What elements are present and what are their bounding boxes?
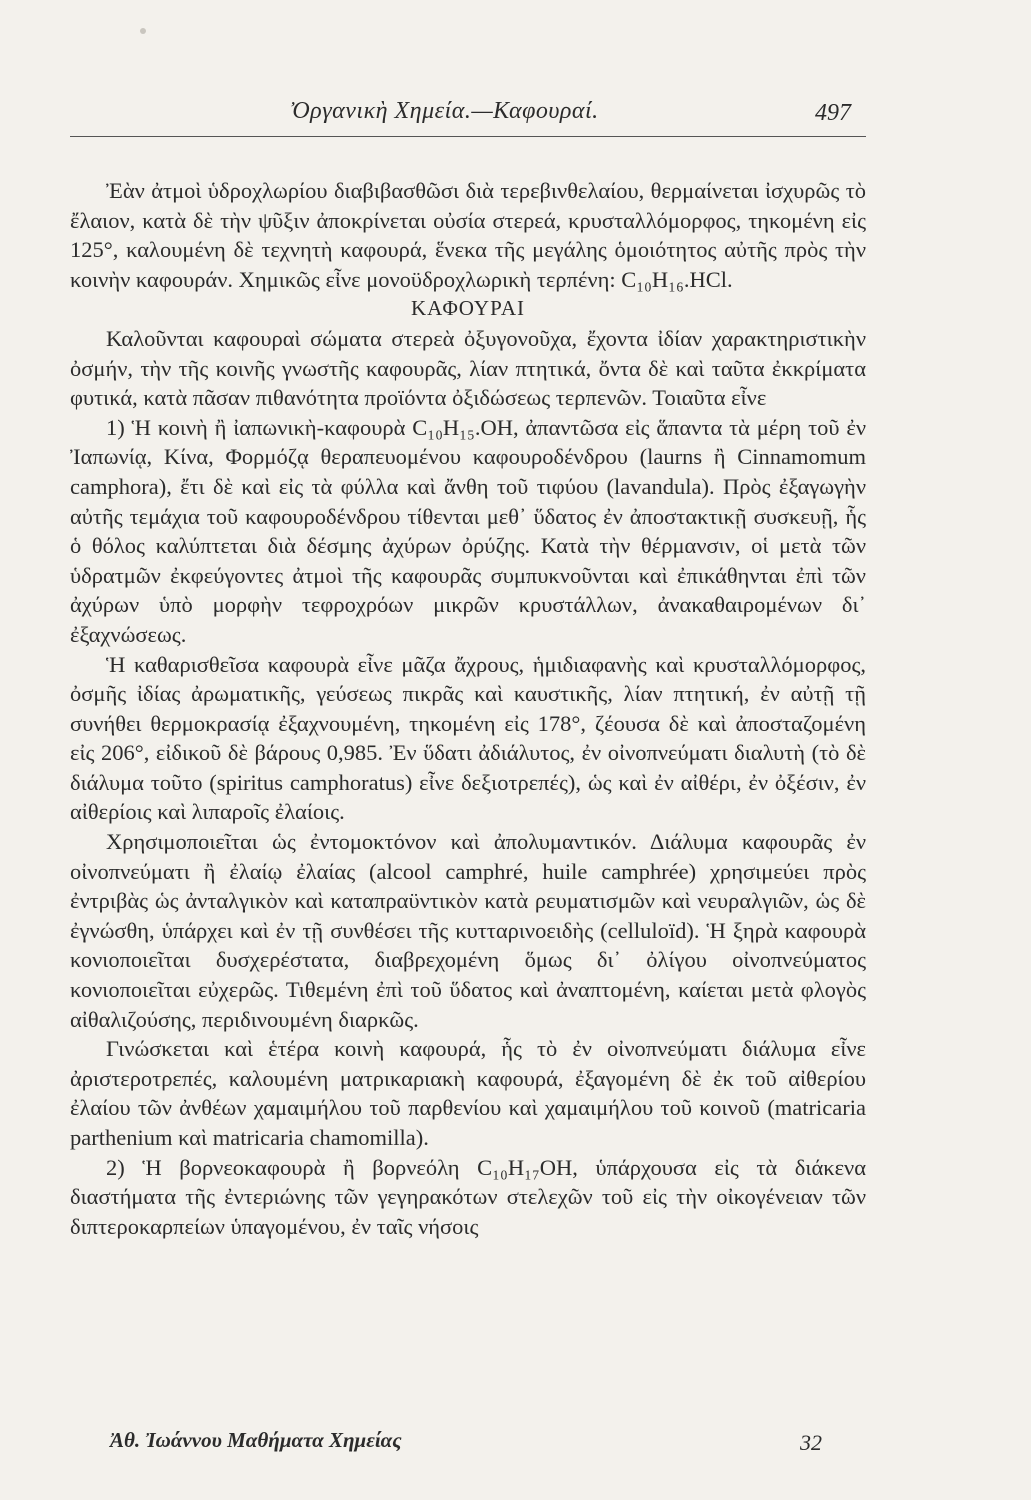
paragraph-matricaria-camphor: Γινώσκεται καὶ ἑτέρα κοινὴ καφουρά, ἧς τὸ ἐν οἰνοπνεύματι διάλυμα εἶνε ἀριστεροτρεπές, καλουμένη ματρικαριακὴ καφουρά, ἐξαγομένη δὲ ἐκ τοῦ αἰθερίου ἐλαίου τῶν ἀνθέων χαμαιμήλου τοῦ παρθενίου καὶ χαμαιμήλου τοῦ κοινοῦ (matricaria parthenium καὶ matricaria chamomilla). bbox=[70, 1036, 866, 1150]
paragraph-borneol: 2) Ἡ βορνεοκαφουρὰ ἢ βορνεόλη C₁₀H₁₇OH, ὑπάρχουσα εἰς τὰ διάκενα διαστήματα τῆς ἐντεριώνης τῶν γεγηρακότων στελεχῶν τοῦ εἰς τὴν οἰκογένειαν τῶν διπτεροκαρπείων ὑπαγομένου, ἐν ταῖς νήσοις bbox=[70, 1154, 866, 1239]
paragraph-artificial-camphor: Ἐὰν ἀτμοὶ ὑδροχλωρίου διαβιβασθῶσι διὰ τερεβινθελαίου, θερμαίνεται ἰσχυρῶς τὸ ἔλαιον, κατὰ δὲ τὴν ψῦξιν ἀποκρίνεται οὐσία στερεά, κρυσταλλόμορφος, τηκομένη εἰς 125°, καλουμένη δὲ τεχνητὴ καφουρά, ἕνεκα τῆς μεγάλης ὁμοιότητος αὐτῆς πρὸς τὴν κοινὴν καφουράν. Χημικῶς εἶνε μονοϋδροχλωρικὴ τερπένη: C₁₀H₁₆.HCl. bbox=[70, 178, 866, 292]
header-rule bbox=[70, 136, 866, 137]
sheet-number: 32 bbox=[800, 1430, 822, 1455]
page-footer bbox=[110, 1428, 870, 1468]
body-text bbox=[70, 176, 866, 1241]
page-header bbox=[70, 96, 870, 136]
ink-spot bbox=[140, 28, 146, 34]
page-number: 497 bbox=[815, 100, 851, 126]
paragraph-purified-camphor: Ἡ καθαρισθεῖσα καφουρὰ εἶνε μᾶζα ἄχρους, ἡμιδιαφανὴς καὶ κρυσταλλόμορφος, ὀσμῆς ἰδίας ἀρωματικῆς, γεύσεως πικρᾶς καὶ καυστικῆς, λίαν πτητική, ἐν αὐτῇ τῇ συνήθει θερμοκρασίᾳ ἐξαχνουμένη, τηκομένη εἰς 178°, ζέουσα δὲ καὶ ἀποσταζομένη εἰς 206°, εἰδικοῦ δὲ βάρους 0,985. Ἐν ὕδατι ἀδιάλυτος, ἐν οἰνοπνεύματι διαλυτὴ (τὸ δὲ διάλυμα τοῦτο (spiritus camphoratus) εἶνε δεξιοτρεπές), ὡς καὶ ἐν αἰθέρι, ἐν ὀξέσιν, ἐν αἰθερίοις καὶ λιπαροῖς ἐλαίοις. bbox=[70, 651, 866, 825]
section-heading: ΚΑΦΟΥΡΑΙ bbox=[410, 296, 526, 321]
signature-line: Ἀθ. Ἰωάννου Μαθήματα Χημείας bbox=[110, 1428, 402, 1452]
paragraph-uses: Χρησιμοποιεῖται ὡς ἐντομοκτόνον καὶ ἀπολυμαντικόν. Διάλυμα καφουρᾶς ἐν οἰνοπνεύματι ἢ ἐλαίῳ ἐλαίας (alcool camphré, huile camphrée) χρησιμεύει πρὸς ἐντριβὰς ὡς ἀνταλγικὸν καὶ καταπραϋντικὸν κατὰ ρευματισμῶν καὶ νευραλγιῶν, ὡς δὲ ἐγνώσθη, ὑπάρχει καὶ ἐν τῇ συνθέσει τῆς κυτταρινοειδὴς (celluloïd). Ἡ ξηρὰ καφουρὰ κονιοποιεῖται δυσχερέστατα, διαβρεχομένη ὅμως δι᾽ ὀλίγου οἰνοπνεύματος κονιοποιεῖται εὐχερῶς. Τιθεμένη ἐπὶ τοῦ ὕδατος καὶ ἀναπτομένη, καίεται μετὰ φλογὸς αἰθαλιζούσης, περιδινουμένη διαρκῶς. bbox=[70, 829, 866, 1032]
running-head: Ὀργανικὴ Χημεία.—Καφουραί. bbox=[290, 98, 599, 124]
paragraph-camphors-definition: Καλοῦνται καφουραὶ σώματα στερεὰ ὀξυγονοῦχα, ἔχοντα ἰδίαν χαρακτηριστικὴν ὀσμήν, τὴν τῆς κοινῆς γνωστῆς καφουρᾶς, λίαν πτητικά, ὄντα δὲ καὶ ταῦτα ἐκκρίματα φυτικά, κατὰ πᾶσαν πιθανότητα προϊόντα ὀξιδώσεως τερπενῶν. Τοιαῦτα εἶνε bbox=[70, 325, 866, 411]
paragraph-common-camphor: 1) Ἡ κοινὴ ἢ ἰαπωνικὴ-καφουρὰ C₁₀H₁₅.OH, ἀπαντῶσα εἰς ἅπαντα τὰ μέρη τοῦ ἐν Ἰαπωνίᾳ, Κίνα, Φορμόζᾳ θεραπευομένου καφουροδένδρου (laurns ἢ Cinnamomum camphora), ἔτι δὲ καὶ εἰς τὰ φύλλα καὶ ἄνθη τοῦ τιφύου (lavandula). Πρὸς ἐξαγωγὴν αὐτῆς τεμάχια τοῦ καφουροδένδρου τίθενται μεθ᾽ ὕδατος ἐν ἀποστακτικῇ συσκευῇ, ἧς ὁ θόλος καλύπτεται διὰ δέσμης ἀχύρων ὀρύζης. Κατὰ τὴν θέρμανσιν, οἱ μετὰ τῶν ὑδρατμῶν ἐκφεύγοντες ἀτμοὶ τῆς καφουρᾶς συμπυκνοῦνται καὶ ἐπικάθηνται ἐπὶ τῶν ἀχύρων ὑπὸ μορφὴν τεφροχρόων μικρῶν κρυστάλλων, ἀνακαθαιρομένων δι᾽ ἐξαχνώσεως. bbox=[70, 414, 866, 647]
